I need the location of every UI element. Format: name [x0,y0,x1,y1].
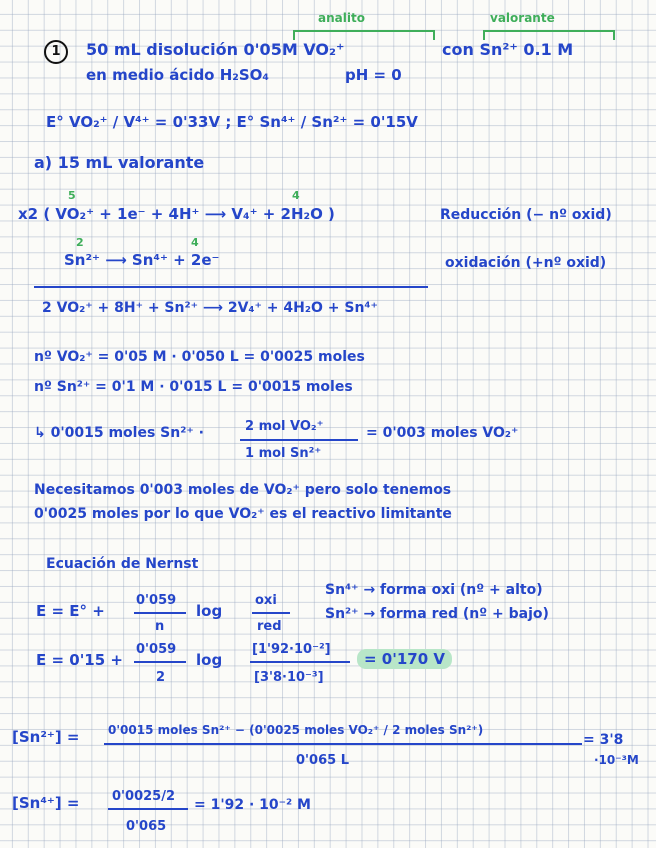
oxidation-label: oxidación (+nº oxid) [445,255,607,271]
nernst-result-value: = 0'170 V [357,649,452,669]
global-reaction: 2 VO₂⁺ + 8H⁺ + Sn²⁺ ⟶ 2V₄⁺ + 4H₂O + Sn⁴⁺ [42,300,378,316]
stoichiometry-start: ↳ 0'0015 moles Sn²⁺ · [34,425,204,441]
nernst-log-num: oxi [255,593,277,608]
nernst-calc-log-bar [250,661,350,663]
nernst-calc-log-num: [1'92·10⁻²] [252,642,331,657]
problem-statement-line2b: pH = 0 [345,66,402,84]
moles-vo2: nº VO₂⁺ = 0'05 M · 0'050 L = 0'0025 moles [34,349,365,365]
standard-potentials: E° VO₂⁺ / V⁴⁺ = 0'33V ; E° Sn⁴⁺ / Sn²⁺ = 0'15V [46,113,418,131]
reduction-label: Reducción (− nº oxid) [440,207,612,223]
problem-statement-line1b: con Sn²⁺ 0.1 M [442,40,574,59]
nernst-frac-bar [134,612,186,614]
nernst-log-den: red [257,619,282,634]
part-a-heading: a) 15 mL valorante [34,153,205,172]
oxidation-number-v4: 4 [292,189,300,202]
stoichiometry-denominator: 1 mol Sn²⁺ [245,446,322,461]
sn2-concentration-bar [104,743,582,745]
sn2-concentration-result-1: = 3'8 [583,732,624,748]
moles-sn2: nº Sn²⁺ = 0'1 M · 0'015 L = 0'0015 moles [34,379,353,395]
nernst-eq-lhs: E = E° + [36,602,105,620]
nernst-calc-log: log [196,651,223,669]
sn2-concentration-lhs: [Sn²⁺] = [12,728,80,746]
nernst-log-bar [252,612,290,614]
limiting-reagent-conclusion-1: Necesitamos 0'003 moles de VO₂⁺ pero solo tenemos [34,482,452,498]
sn4-concentration-bar [108,808,188,810]
stoichiometry-numerator: 2 mol VO₂⁺ [245,419,324,434]
oxidation-half-reaction: Sn²⁺ ⟶ Sn⁴⁺ + 2e⁻ [64,251,220,269]
oxidized-form-note: Sn⁴⁺ → forma oxi (nº + alto) [325,582,543,598]
titrant-label: valorante [490,11,555,25]
sn4-concentration-lhs: [Sn⁴⁺] = [12,794,80,812]
nernst-frac-num: 0'059 [136,593,177,608]
oxidation-number-sn2: 2 [76,236,84,249]
sum-line [34,286,428,288]
nernst-log: log [196,602,223,620]
oxidation-number-v5: 5 [68,189,76,202]
reduced-form-note: Sn²⁺ → forma red (nº + bajo) [325,606,549,622]
nernst-title: Ecuación de Nernst [46,556,199,572]
limiting-reagent-conclusion-2: 0'0025 moles por lo que VO₂⁺ es el reactivo limitante [34,506,452,522]
nernst-calc-log-den: [3'8·10⁻³] [254,670,324,685]
sn2-concentration-result-2: ·10⁻³M [594,753,639,767]
analyte-bracket [293,30,435,40]
nernst-calc-frac-bar [134,661,186,663]
nernst-calc-lhs: E = 0'15 + [36,651,123,669]
sn4-concentration-numerator: 0'0025/2 [112,789,176,804]
sn4-concentration-result: = 1'92 · 10⁻² M [194,797,311,813]
titrant-bracket [483,30,615,40]
sn2-concentration-denominator: 0'065 L [296,753,349,768]
sn4-concentration-denominator: 0'065 [126,819,167,834]
nernst-calc-frac-den: 2 [156,670,166,685]
reduction-half-reaction: x2 ( VO₂⁺ + 1e⁻ + 4H⁺ ⟶ V₄⁺ + 2H₂O ) [18,205,335,223]
stoichiometry-result: = 0'003 moles VO₂⁺ [366,425,519,441]
oxidation-number-sn4: 4 [191,236,199,249]
problem-number-circle [44,40,68,64]
nernst-result [357,652,452,667]
sn2-concentration-numerator: 0'0015 moles Sn²⁺ − (0'0025 moles VO₂⁺ / 2 moles Sn²⁺) [108,723,484,737]
problem-statement-line2a: en medio ácido H₂SO₄ [86,66,269,84]
nernst-calc-frac-num: 0'059 [136,642,177,657]
problem-number: 1 [51,44,61,59]
nernst-frac-den: n [155,619,165,634]
stoichiometry-fraction-bar [240,439,358,441]
problem-statement-line1a: 50 mL disolución 0'05M VO₂⁺ [86,40,345,59]
analyte-label: analito [318,11,365,25]
